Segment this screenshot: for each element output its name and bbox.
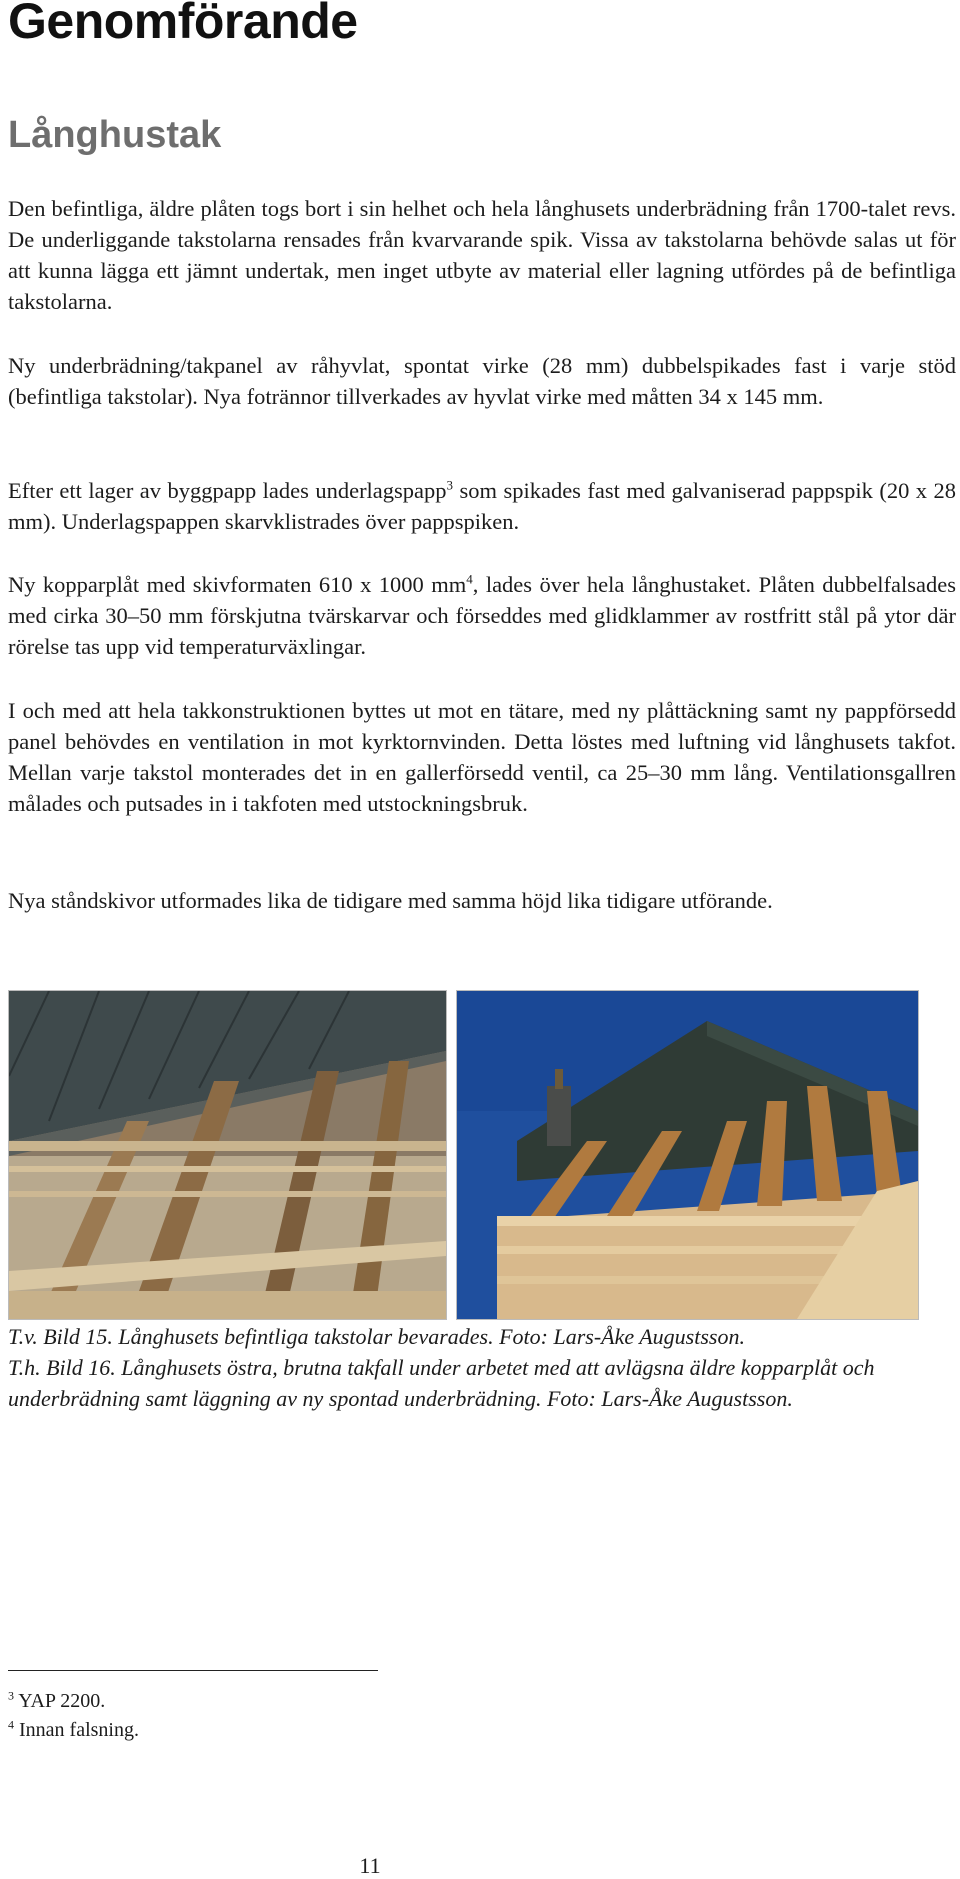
paragraph-standing-seams: Nya ståndskivor utformades lika de tidigare med samma höjd lika tidigare utförande.	[8, 888, 773, 913]
footnote-separator	[8, 1670, 378, 1671]
caption-right-photo: T.h. Bild 16. Långhusets östra, brutna takfall under arbetet med att avlägsna äldre kopparplåt och underbrädning samt läggning av ny spontad underbrädning. Foto: Lars-Åke Augustsson.	[8, 1355, 875, 1411]
footnote-text: Innan falsning.	[14, 1719, 139, 1741]
page-number: 11	[359, 1853, 381, 1878]
photo-trusses-image	[9, 991, 446, 1319]
photo-east-roof-image	[457, 991, 918, 1319]
footnote-mark: 3	[8, 1688, 14, 1703]
section-heading: Långhustak	[8, 114, 222, 156]
photo-trusses	[8, 990, 447, 1320]
caption-left-photo: T.v. Bild 15. Långhusets befintliga takstolar bevarades. Foto: Lars-Åke Augustsson.	[8, 1324, 745, 1349]
paragraph-text: som spikades fast med galvaniserad pappspik (20 x 28 mm). Underlagspappen skarvklistrades över pappspiken.	[8, 478, 956, 534]
footnote-3	[8, 1688, 105, 1714]
paragraph-text: Ny kopparplåt med skivformaten 610 x 1000 mm	[8, 572, 467, 597]
paragraph-text: , lades över hela långhustaket. Plåten dubbelfalsades med cirka 30–50 mm förskjutna tvärskarvar och förseddes med glidklammer av rostfritt stål på ytor där rörelse tas upp vid temperaturväxlingar.	[8, 572, 956, 659]
paragraph-text: Efter ett lager av byggpapp lades underlagspapp	[8, 478, 447, 503]
paragraph-removal: Den befintliga, äldre plåten togs bort i sin helhet och hela långhusets underbrädning från 1700-talet revs. De underliggande takstolarna rensades från kvarvarande spik. Vissa av takstolarna behövde salas ut för att kunna lägga ett jämnt undertak, men inget utbyte av material eller lagning utfördes på de befintliga takstolarna.	[8, 196, 956, 314]
footnote-mark: 4	[8, 1717, 14, 1732]
paragraph-ventilation: I och med att hela takkonstruktionen byttes ut mot en tätare, med ny plåttäckning samt ny pappförsedd panel behövdes en ventilation in mot kyrktornvinden. Detta löstes med luftning vid långhusets takfot. Mellan varje takstol monterades det in en gallerförsedd ventil, ca 25–30 mm lång. Ventilationsgallren målades och putsades in i takfoten med utstockningsbruk.	[8, 698, 956, 816]
page-heading: Genomförande	[8, 0, 358, 49]
footnote-reference[interactable]: 3	[446, 477, 454, 493]
photo-east-roof	[456, 990, 919, 1320]
paragraph-underboarding: Ny underbrädning/takpanel av råhyvlat, spontat virke (28 mm) dubbelspikades fast i varje stöd (befintliga takstolar). Nya fotrännor tillverkades av hyvlat virke med måtten 34 x 145 mm.	[8, 353, 956, 409]
footnote-text: YAP 2200.	[14, 1690, 106, 1712]
footnote-4	[8, 1717, 139, 1743]
paragraph-underlay	[8, 475, 956, 537]
paragraph-copper-sheet	[8, 569, 956, 662]
footnote-reference[interactable]: 4	[466, 571, 473, 587]
